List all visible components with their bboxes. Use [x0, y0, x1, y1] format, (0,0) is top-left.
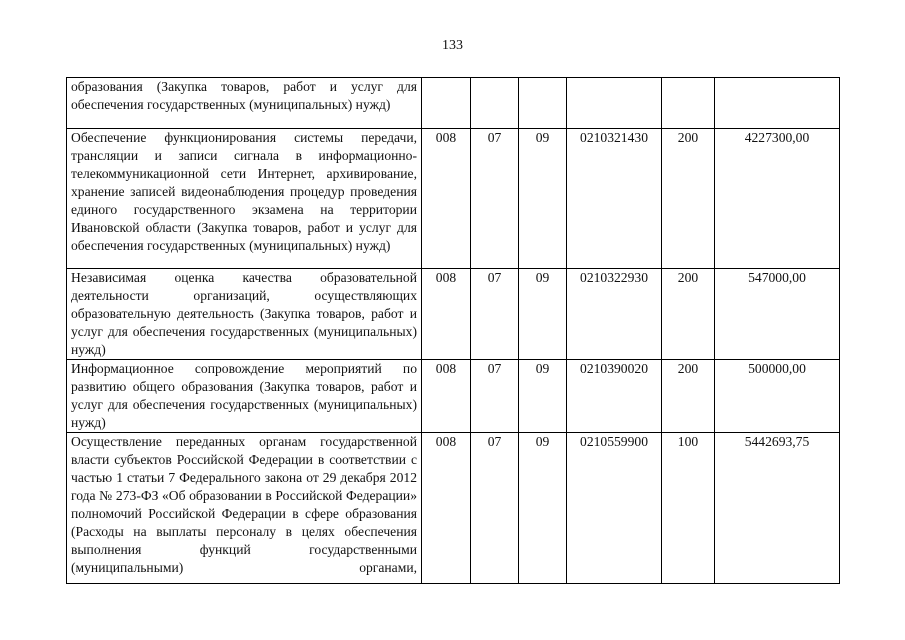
table-row	[67, 360, 840, 433]
row-subsection-code: 09	[519, 433, 567, 584]
row-subsection-code: 09	[519, 129, 567, 269]
row-amount: 4227300,00	[715, 129, 840, 269]
row-amount: 5442693,75	[715, 433, 840, 584]
row-section-code: 07	[471, 433, 519, 584]
page-number: 133	[442, 38, 463, 53]
row-ministry-code: 008	[422, 433, 471, 584]
row-target-code: 0210321430	[567, 129, 662, 269]
row-ministry-code: 008	[422, 129, 471, 269]
row-ministry-code: 008	[422, 360, 471, 433]
row-description: Обеспечение функционирования системы передачи, трансляции и записи сигнала в информационно-телекоммуникационной сети Интернет, архивирование, хранение записей видеонаблюдения процедур проведения единого государственного экзамена на территории Ивановской области (Закупка товаров, работ и услуг для обеспечения государственных (муниципальных) нужд)	[67, 129, 422, 269]
row-subsection-code	[519, 78, 567, 129]
row-ministry-code: 008	[422, 269, 471, 360]
budget-table	[66, 77, 840, 584]
table-row	[67, 433, 840, 584]
row-subsection-code: 09	[519, 360, 567, 433]
row-expense-type: 200	[662, 129, 715, 269]
row-description: Информационное сопровождение мероприятий по развитию общего образования (Закупка товаров, работ и услуг для обеспечения государственных (муниципальных) нужд)	[67, 360, 422, 433]
row-section-code: 07	[471, 269, 519, 360]
row-expense-type: 100	[662, 433, 715, 584]
row-description: Осуществление переданных органам государственной власти субъектов Российской Федерации в соответствии с частью 1 статьи 7 Федерального закона от 29 декабря 2012 года № 273-ФЗ «Об образовании в Российской Федерации» полномочий Российской Федерации в сфере образования (Расходы на выплаты персоналу в целях обеспечения выполнения функций государственными (муниципальными) органами,	[67, 433, 422, 584]
table-row	[67, 78, 840, 129]
row-amount	[715, 78, 840, 129]
row-expense-type: 200	[662, 269, 715, 360]
row-target-code	[567, 78, 662, 129]
row-target-code: 0210390020	[567, 360, 662, 433]
row-section-code: 07	[471, 360, 519, 433]
row-amount: 547000,00	[715, 269, 840, 360]
table-row	[67, 129, 840, 269]
row-subsection-code: 09	[519, 269, 567, 360]
row-expense-type	[662, 78, 715, 129]
row-description: Независимая оценка качества образовательной деятельности организаций, осуществляющих образовательную деятельность (Закупка товаров, работ и услуг для обеспечения государственных (муниципальных) нужд)	[67, 269, 422, 360]
row-amount: 500000,00	[715, 360, 840, 433]
row-section-code	[471, 78, 519, 129]
row-expense-type: 200	[662, 360, 715, 433]
row-target-code: 0210322930	[567, 269, 662, 360]
row-target-code: 0210559900	[567, 433, 662, 584]
row-ministry-code	[422, 78, 471, 129]
row-description: образования (Закупка товаров, работ и услуг для обеспечения государственных (муниципальных) нужд)	[67, 78, 422, 129]
row-section-code: 07	[471, 129, 519, 269]
table-row	[67, 269, 840, 360]
